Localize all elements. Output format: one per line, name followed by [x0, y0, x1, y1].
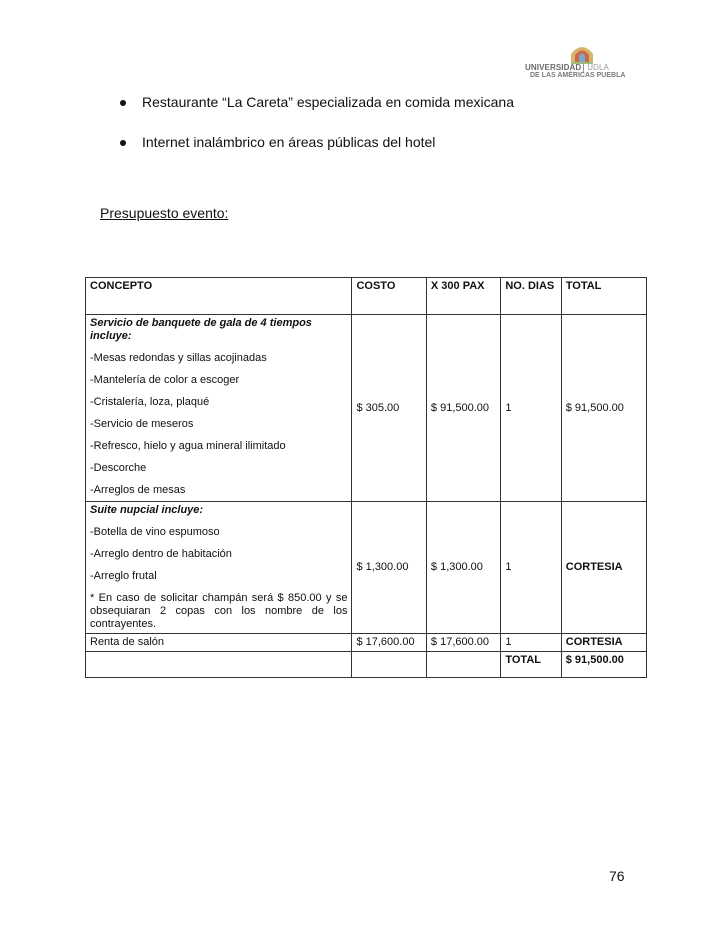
- footer-empty-cell: [426, 652, 500, 678]
- bullet-text: Internet inalámbrico en áreas públicas del hotel: [142, 134, 436, 150]
- page-number: 76: [609, 868, 625, 884]
- salon-dias: 1: [501, 634, 561, 652]
- banquet-pax: $ 91,500.00: [426, 315, 500, 502]
- logo-university: UNIVERSIDAD: [525, 63, 582, 72]
- bullet-dot-icon: [120, 100, 126, 106]
- banquet-title: Servicio de banquete de gala de 4 tiempos incluye:: [90, 317, 312, 342]
- footer-total-label: TOTAL: [501, 652, 561, 678]
- footer-empty-cell: [352, 652, 426, 678]
- banquet-item: -Mantelería de color a escoger: [90, 374, 240, 386]
- banquet-total: $ 91,500.00: [561, 315, 646, 502]
- footer-empty-cell: [86, 652, 352, 678]
- salon-total: CORTESIA: [561, 634, 646, 652]
- suite-concepto: [86, 502, 352, 634]
- bullet-text: Restaurante “La Careta” especializada en comida mexicana: [142, 94, 514, 110]
- banquet-concepto: [86, 315, 352, 502]
- suite-costo: $ 1,300.00: [352, 502, 426, 634]
- footer-total-value: $ 91,500.00: [561, 652, 646, 678]
- suite-dias: 1: [501, 502, 561, 634]
- udla-logo: [519, 42, 631, 82]
- header-pax: X 300 PAX: [426, 278, 500, 315]
- bullet-dot-icon: [120, 140, 126, 146]
- banquet-item: -Cristalería, loza, plaqué: [90, 396, 210, 408]
- suite-pax: $ 1,300.00: [426, 502, 500, 634]
- header-dias: NO. DIAS: [501, 278, 561, 315]
- banquet-costo: $ 305.00: [352, 315, 426, 502]
- table-row-salon: [86, 634, 647, 652]
- banquet-dias: 1: [501, 315, 561, 502]
- salon-concepto: Renta de salón: [86, 634, 352, 652]
- logo-text-line1: [525, 63, 609, 72]
- suite-item: -Arreglo frutal: [90, 570, 157, 582]
- suite-item: -Arreglo dentro de habitación: [90, 548, 232, 560]
- banquet-item: -Mesas redondas y sillas acojinadas: [90, 352, 267, 364]
- header-concepto: CONCEPTO: [86, 278, 352, 315]
- suite-note: * En caso de solicitar champán será $ 850.00 y se obsequiaran 2 copas con los nombre de los contrayentes.: [90, 592, 348, 630]
- suite-total: CORTESIA: [561, 502, 646, 634]
- suite-title: Suite nupcial incluye:: [90, 504, 204, 516]
- budget-table: [85, 277, 647, 678]
- salon-pax: $ 17,600.00: [426, 634, 500, 652]
- section-title: Presupuesto evento:: [100, 205, 229, 221]
- salon-costo: $ 17,600.00: [352, 634, 426, 652]
- banquet-item: -Descorche: [90, 462, 147, 474]
- banquet-item: -Refresco, hielo y agua mineral ilimitado: [90, 440, 286, 452]
- header-costo: COSTO: [352, 278, 426, 315]
- header-total: TOTAL: [561, 278, 646, 315]
- banquet-item: -Arreglos de mesas: [90, 484, 186, 496]
- logo-text-line2: DE LAS AMÉRICAS PUEBLA: [530, 72, 626, 79]
- suite-item: -Botella de vino espumoso: [90, 526, 220, 538]
- table-row-suite: [86, 502, 647, 634]
- logo-udla: UDLA: [583, 63, 609, 72]
- banquet-item: -Servicio de meseros: [90, 418, 194, 430]
- table-footer-row: [86, 652, 647, 678]
- table-row-banquet: [86, 315, 647, 502]
- table-header-row: [86, 278, 647, 315]
